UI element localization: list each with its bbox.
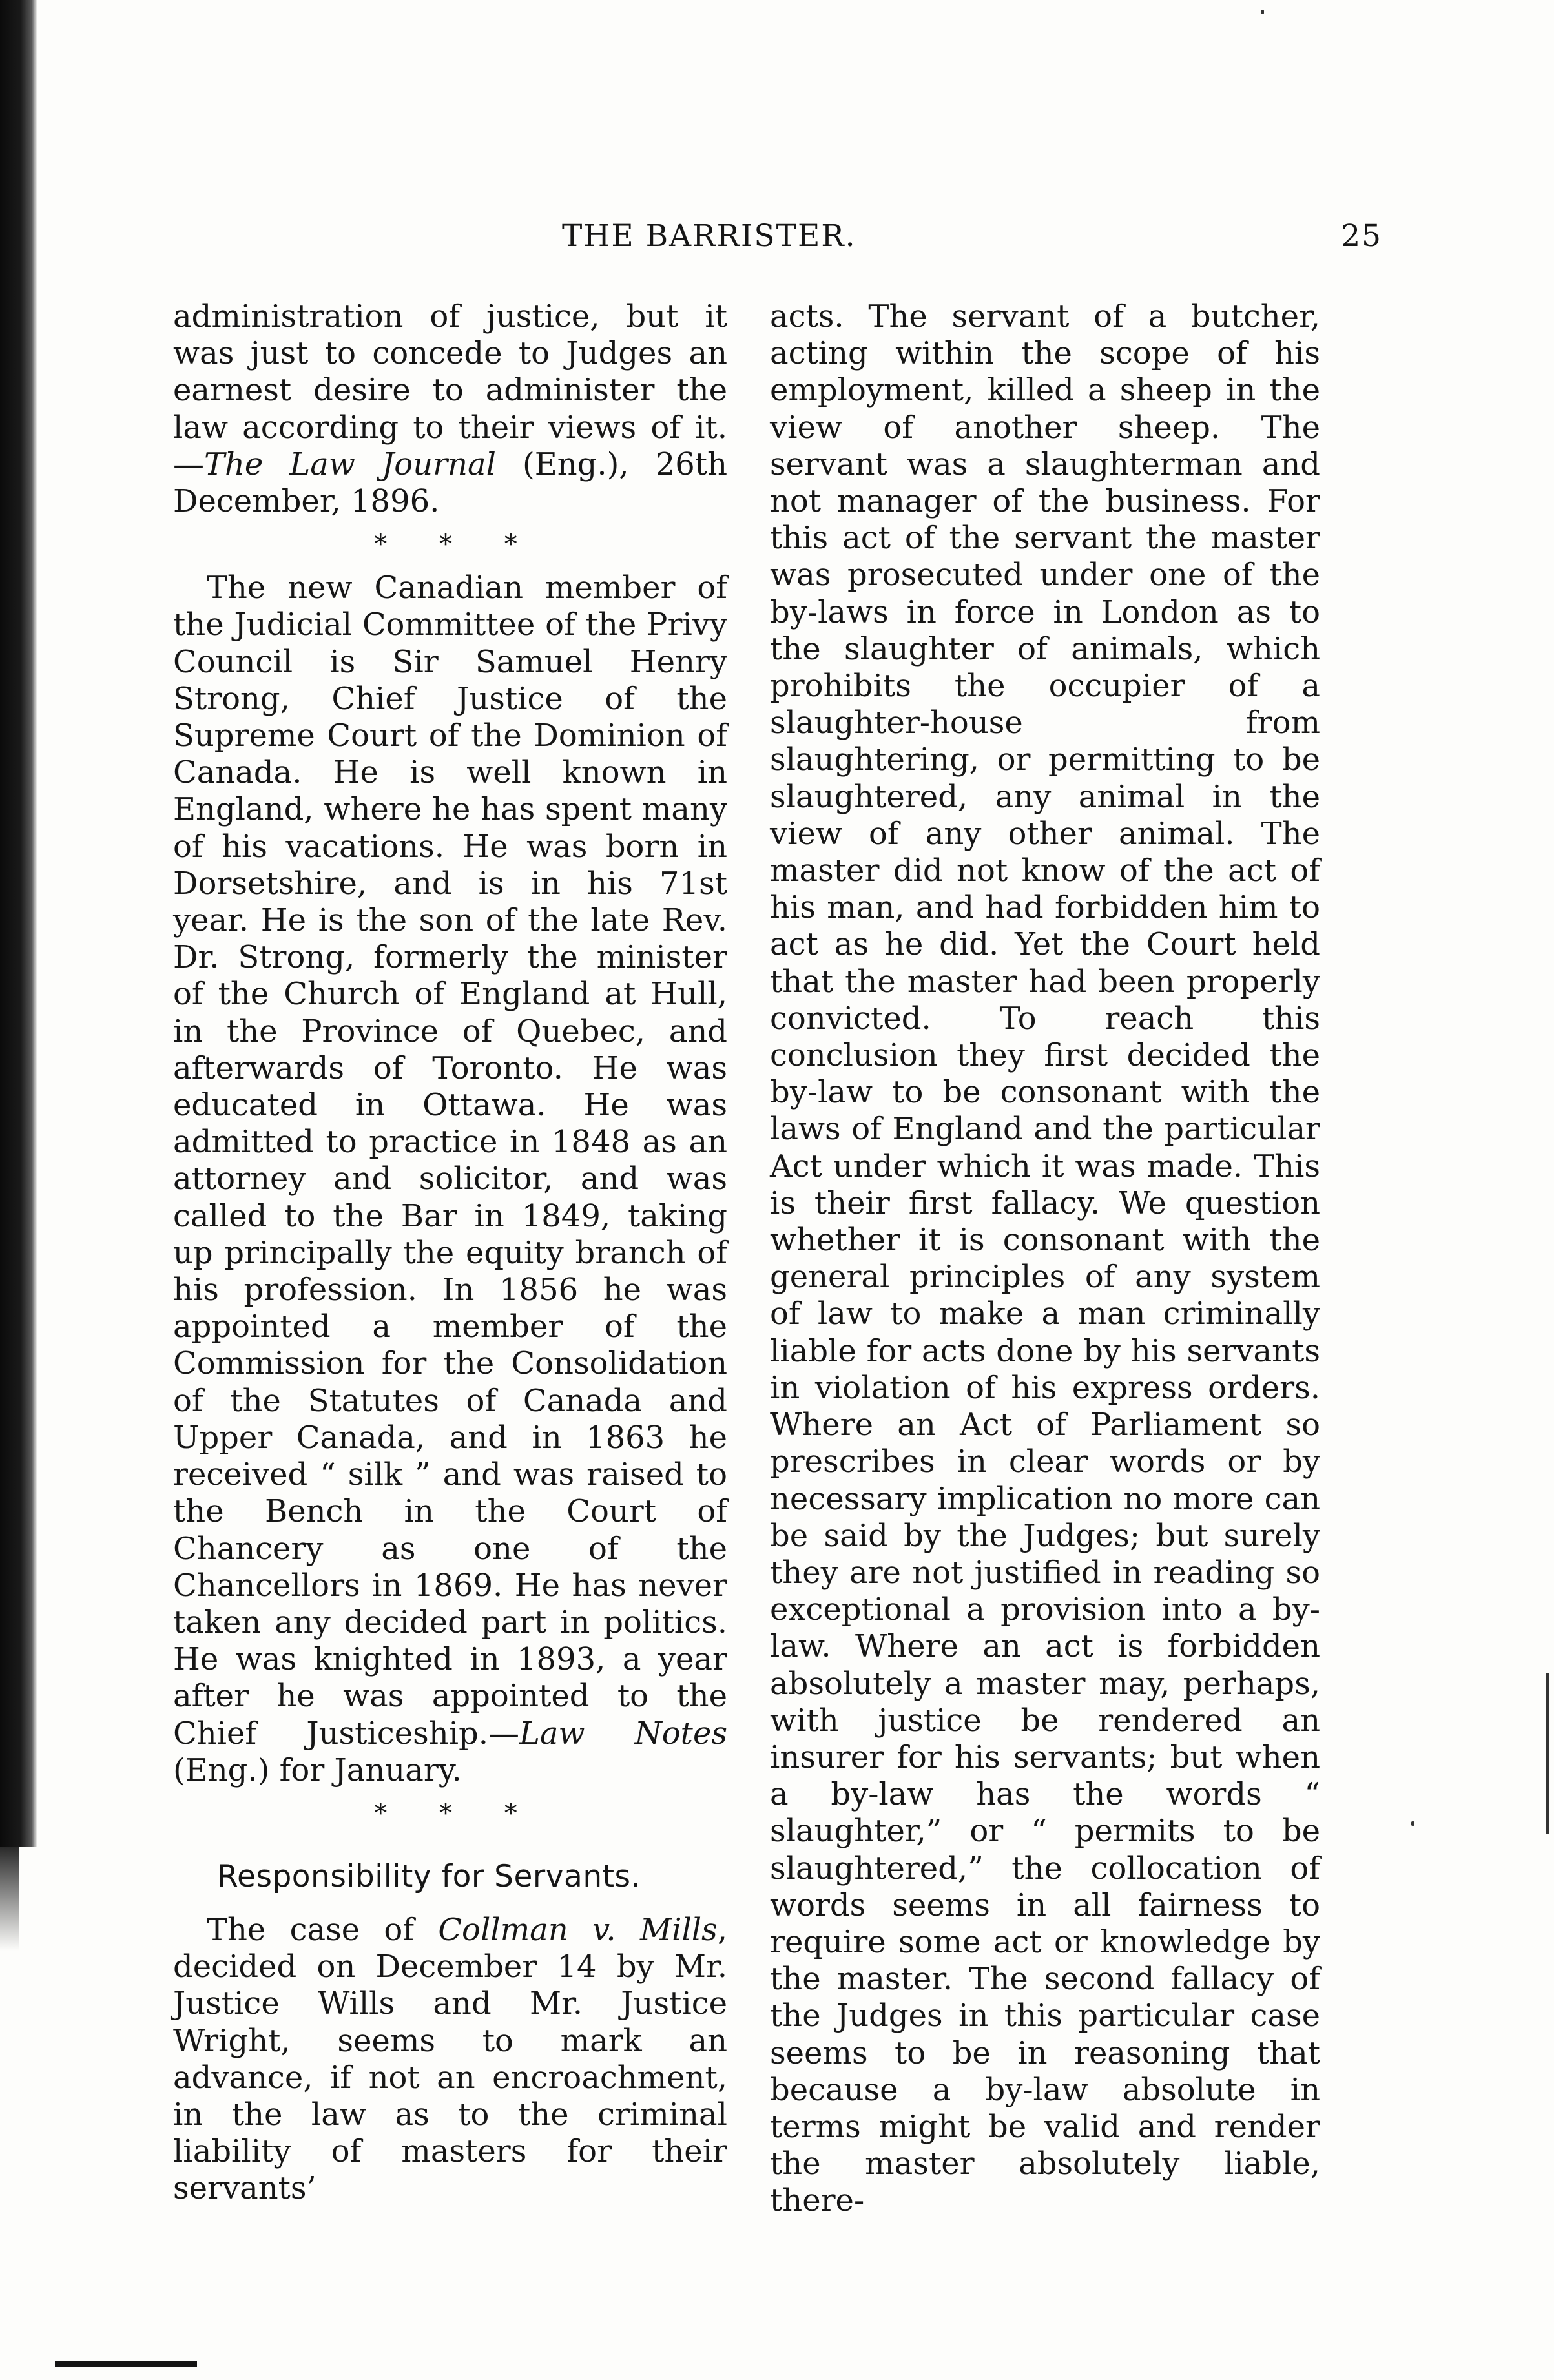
case-paragraph bbox=[173, 1912, 727, 2208]
running-head bbox=[562, 218, 1382, 264]
scan-speck bbox=[1261, 10, 1264, 14]
margin-mark bbox=[1546, 1673, 1549, 1834]
case-intro: The case of bbox=[207, 1911, 439, 1948]
scan-speck bbox=[1411, 1821, 1414, 1826]
continuation-text: administration of justice, but it was just to concede to Judges an earnest desire to administer the law according to their views of it.— bbox=[173, 298, 727, 482]
scan-binding-edge bbox=[0, 0, 37, 1847]
right-column bbox=[770, 298, 1320, 2220]
continuation-source: The Law Journal bbox=[204, 446, 496, 482]
section-separator: * * * bbox=[374, 1798, 539, 1828]
page-number: 25 bbox=[1341, 218, 1382, 254]
bottom-rule bbox=[55, 2361, 197, 2367]
strong-article-text: The new Canadian member of the Judicial Committee of the Privy Council is Sir Samuel Henry Strong, Chief Justice of the Supreme Court of the Dominion of Canada. He is well known in England, where he has spent many of his vacations. He was born in Dorsetshire, and is in his 71st year. He is the son of the late Rev. Dr. Strong, formerly the minister of the Church of England at Hull, in the Province of Quebec, and afterwards of Toronto. He was educated in Ottawa. He was admitted to practice in 1848 as an attorney and solicitor, and was called to the Bar in 1849, taking up principally the equity branch of his profession. In 1856 he was appointed a member of the Commission for the Consolidation of the Statutes of Canada and Upper Canada, and in 1863 he received “ silk ” and was raised to the Bench in the Court of Chancery as one of the Chancellors in 1869. He has never taken any decided part in politics. He was knighted in 1893, a year after he was appointed to the Chief Justiceship.— bbox=[173, 570, 727, 1752]
strong-article-paragraph bbox=[173, 570, 727, 1789]
running-title: THE BARRISTER. bbox=[562, 218, 856, 254]
section-separator: * * * bbox=[374, 530, 539, 560]
strong-article-source: Law Notes bbox=[519, 1715, 727, 1752]
section-heading: Responsibility for Servants. bbox=[217, 1858, 641, 1894]
continuation-paragraph bbox=[173, 298, 727, 520]
left-column bbox=[173, 298, 727, 2208]
case-text: , decided on December 14 by Mr. Justice Wills and Mr. Justice Wright, seems to mark an advance, if not an encroachment, in the law as to the criminal liability of masters for their servants’ bbox=[173, 1911, 728, 2207]
case-name: Collman v. Mills bbox=[438, 1911, 718, 1948]
strong-article-tail: (Eng.) for January. bbox=[173, 1752, 462, 1788]
case-continuation-paragraph: acts. The servant of a butcher, acting within the scope of his employment, killed a sheep in the view of another sheep. The servant was a slaughterman and not manager of the business. For this act of the servant the master was prosecuted under one of the by-laws in force in London as to the slaughter of animals, which prohibits the occupier of a slaughter-house from slaughtering, or permitting to be slaughtered, any animal in the view of any other animal. The master did not know of the act of his man, and had forbidden him to act as he did. Yet the Court held that the master had been properly convicted. To reach this conclusion they first decided the by-law to be consonant with the laws of England and the particular Act under which it was made. This is their first fallacy. We question whether it is consonant with the general principles of any system of law to make a man criminally liable for acts done by his servants in violation of his express orders. Where an Act of Parliament so prescribes in clear words or by necessary implication no more can be said by the Judges; but surely they are not justified in reading so exceptional a provision into a by-law. Where an act is forbidden absolutely a master may, perhaps, with justice be rendered an insurer for his servants; but when a by-law has the words “ slaughter,” or “ permits to be slaughtered,” the collocation of words seems in all fairness to require some act or knowledge by the master. The second fallacy of the Judges in this particular case seems to be in reasoning that because a by-law absolute in terms might be valid and render the master absolutely liable, there- bbox=[770, 298, 1320, 2219]
continuation-tail: (Eng.), 26th December, 1896. bbox=[173, 446, 727, 520]
scan-binding-shadow bbox=[0, 1847, 19, 1951]
